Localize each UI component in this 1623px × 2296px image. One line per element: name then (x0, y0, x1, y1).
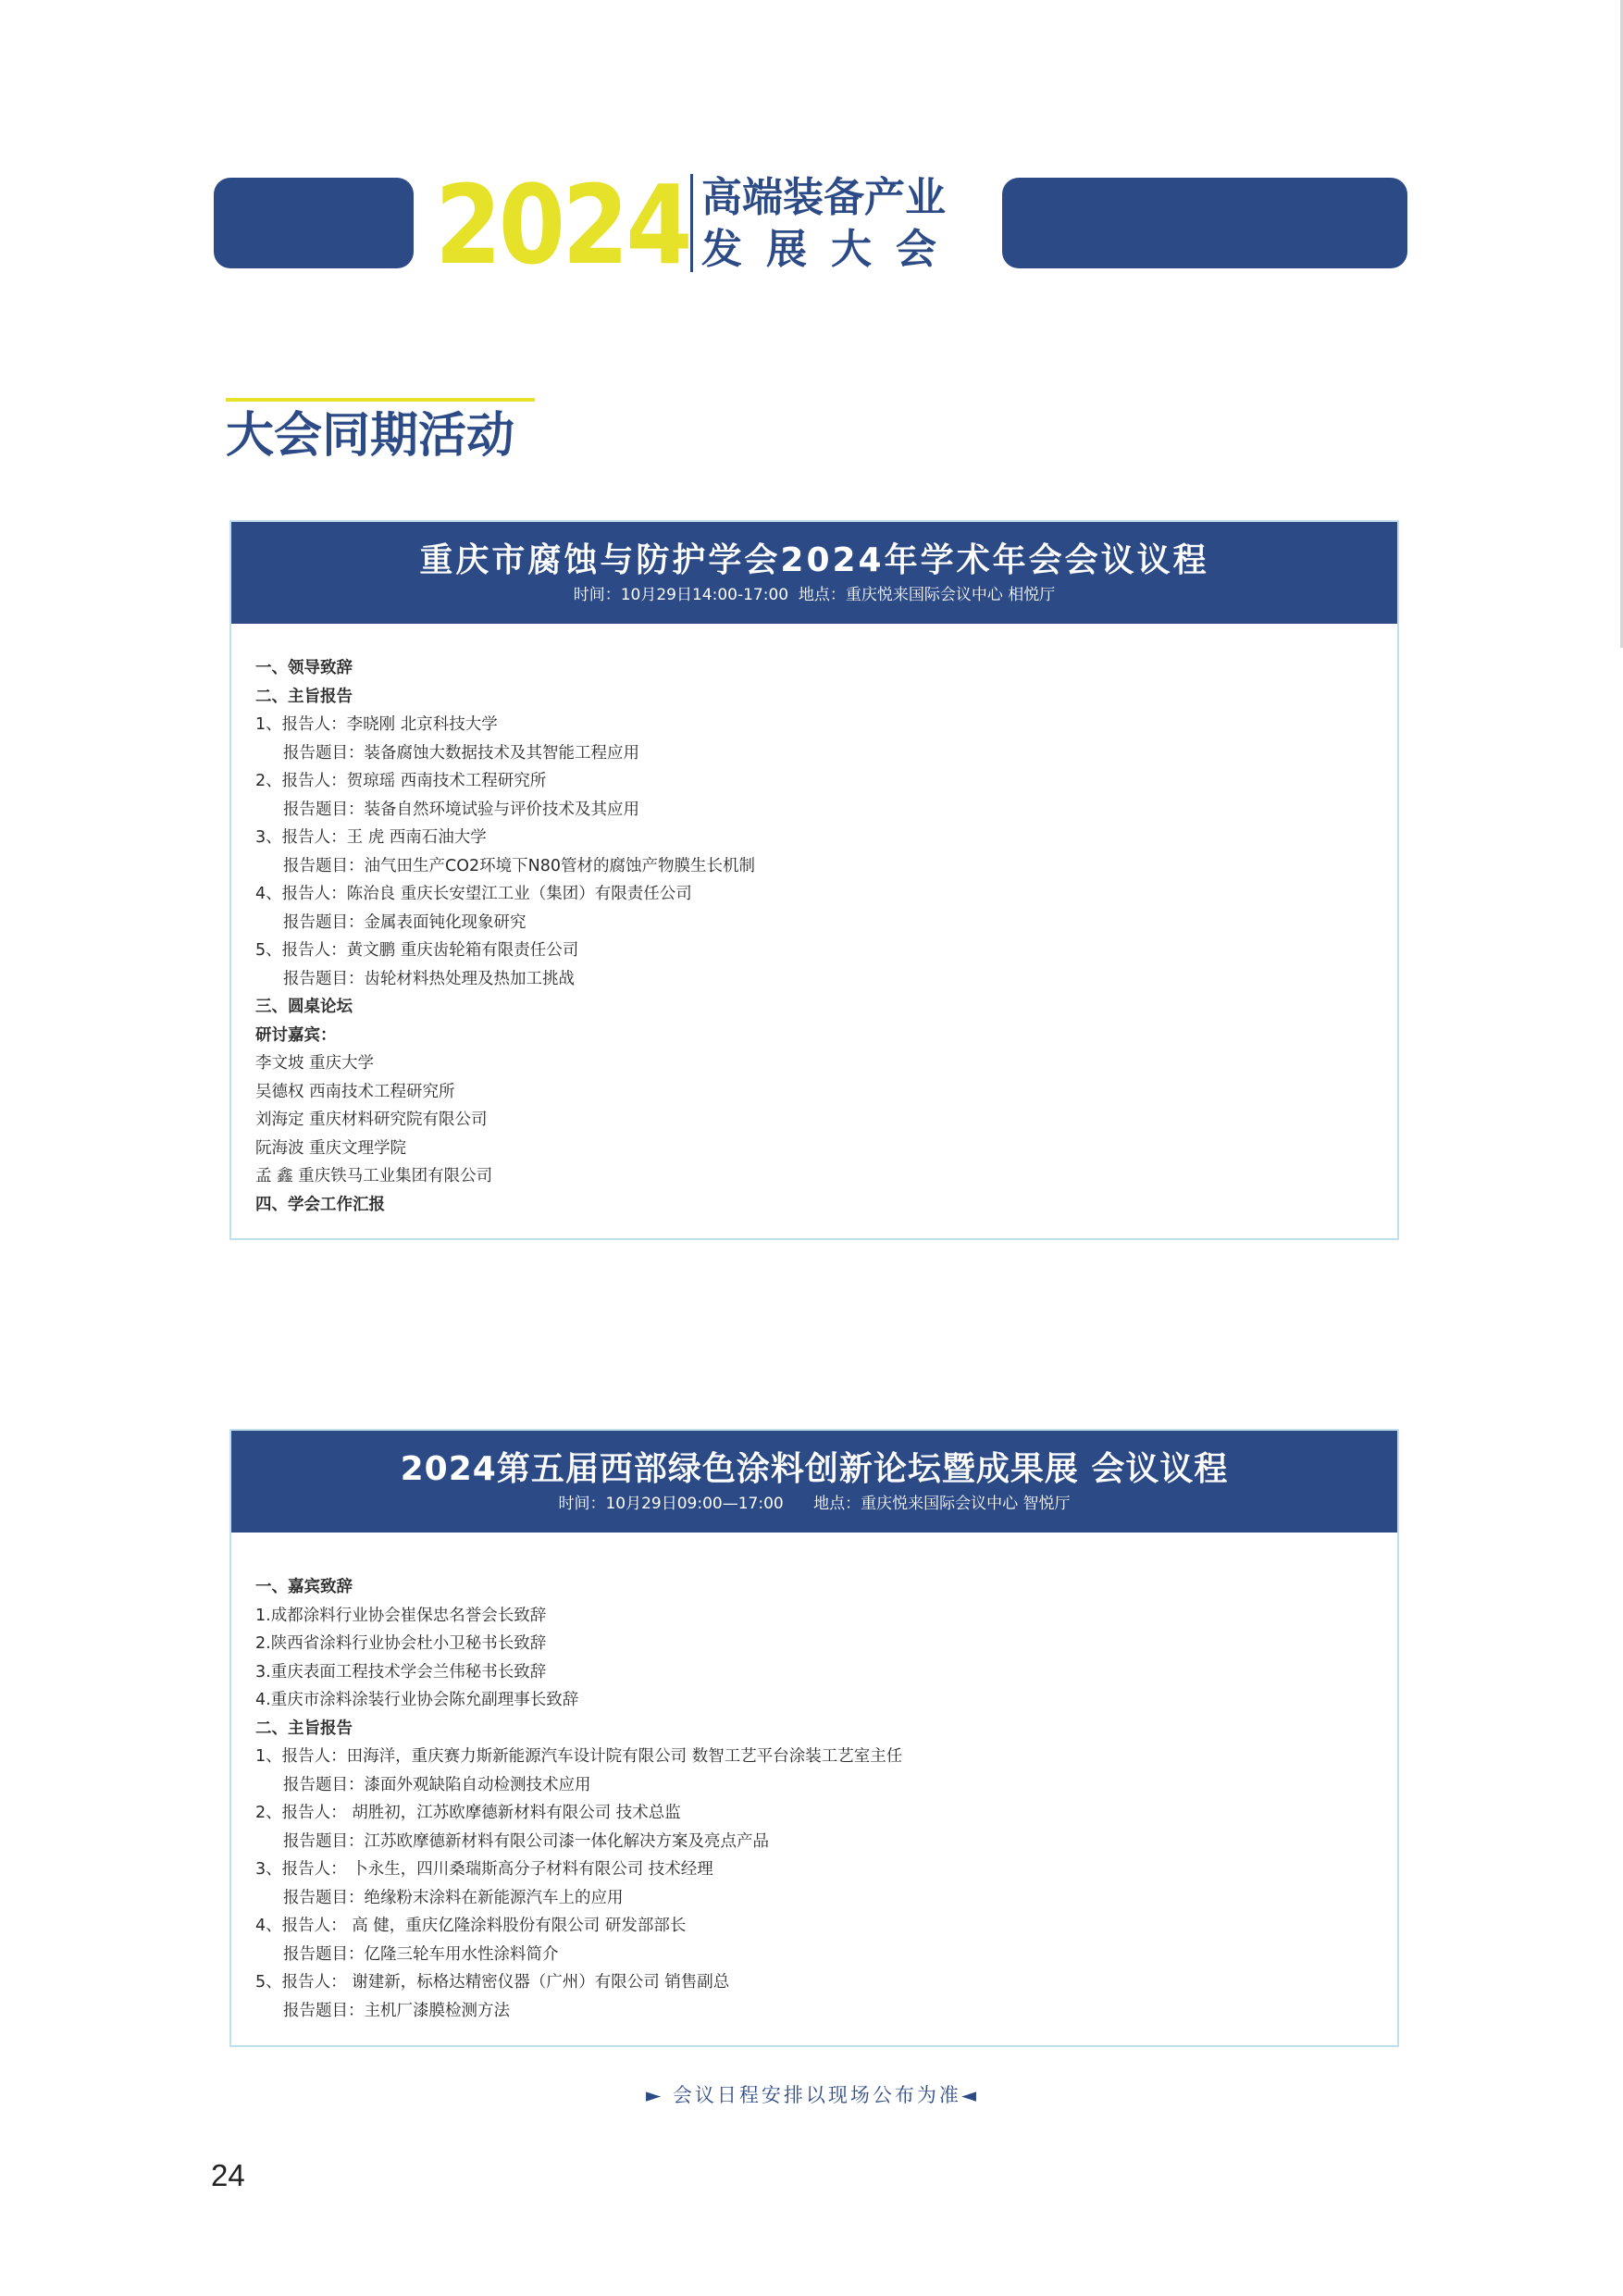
header-year: 2024 (435, 161, 689, 289)
agenda-line: 2、报告人：贺琼瑶 西南技术工程研究所 (255, 772, 547, 790)
agenda-line: 2.陕西省涂料行业协会杜小卫秘书长致辞 (255, 1634, 547, 1653)
agenda-line: 报告题目：金属表面钝化现象研究 (283, 912, 527, 932)
panel-body (231, 1533, 1397, 2025)
agenda-line: 2、报告人： 胡胜初，江苏欧摩德新材料有限公司 技术总监 (255, 1804, 681, 1822)
agenda-line: 报告题目：装备自然环境试验与评价技术及其应用 (283, 800, 639, 819)
agenda-line: 吴德权 西南技术工程研究所 (255, 1082, 455, 1101)
agenda-line: 报告题目：亿隆三轮车用水性涂料简介 (283, 1944, 559, 1964)
agenda-line: 5、报告人： 谢建新，标格达精密仪器（广州）有限公司 销售副总 (255, 1973, 730, 1992)
panel-title: 2024第五届西部绿色涂料创新论坛暨成果展 会议议程 (400, 1450, 1229, 1488)
agenda-line: 二、主旨报告 (255, 687, 353, 706)
header-bar-left (214, 178, 414, 268)
panel-header (231, 522, 1397, 624)
agenda-line: 3、报告人：王 虎 西南石油大学 (255, 828, 487, 847)
agenda-line: 3.重庆表面工程技术学会兰伟秘书长致辞 (255, 1662, 547, 1682)
agenda-line: 一、嘉宾致辞 (255, 1578, 353, 1596)
agenda-line: 报告题目：漆面外观缺陷自动检测技术应用 (283, 1775, 591, 1794)
agenda-line: 孟 鑫 重庆铁马工业集团有限公司 (255, 1167, 493, 1185)
agenda-line: 报告题目：江苏欧摩德新材料有限公司漆一体化解决方案及亮点产品 (283, 1831, 769, 1851)
agenda-line: 研讨嘉宾： (255, 1025, 337, 1045)
header-title-line1: 高端装备产业 (701, 174, 946, 221)
footer-note: ► 会议日程安排以现场公布为准◄ (646, 2084, 979, 2106)
section-title: 大会同期活动 (226, 408, 515, 464)
agenda-line: 4.重庆市涂料涂装行业协会陈允副理事长致辞 (255, 1691, 579, 1709)
agenda-panel-corrosion (229, 520, 1399, 1240)
agenda-line: 4、报告人： 高 健，重庆亿隆涂料股份有限公司 研发部部长 (255, 1917, 687, 1935)
agenda-line: 报告题目：主机厂漆膜检测方法 (283, 2001, 510, 2020)
agenda-line: 刘海定 重庆材料研究院有限公司 (255, 1111, 488, 1129)
header-bar-right (1002, 178, 1407, 268)
agenda-line: 5、报告人：黄文鹏 重庆齿轮箱有限责任公司 (255, 941, 579, 960)
agenda-line: 报告题目：油气田生产CO2环境下N80管材的腐蚀产物膜生长机制 (283, 856, 755, 875)
panel-meta: 时间：10月29日14:00-17:00 地点：重庆悦来国际会议中心 相悦厅 (573, 586, 1056, 604)
agenda-line: 李文坡 重庆大学 (255, 1054, 375, 1073)
header-title-line2: 发展大会 (701, 226, 960, 273)
agenda-line: 三、圆桌论坛 (255, 998, 353, 1016)
panel-header (231, 1431, 1397, 1533)
section-title-rule (226, 398, 535, 402)
agenda-line: 阮海波 重庆文理学院 (255, 1138, 407, 1158)
agenda-line: 4、报告人：陈治良 重庆长安望江工业（集团）有限责任公司 (255, 885, 692, 903)
agenda-line: 1、报告人：李晓刚 北京科技大学 (255, 715, 498, 734)
agenda-line: 1.成都涂料行业协会崔保忠名誉会长致辞 (255, 1606, 547, 1625)
agenda-line: 一、领导致辞 (255, 659, 353, 677)
agenda-line: 二、主旨报告 (255, 1719, 353, 1738)
agenda-line: 报告题目：齿轮材料热处理及热加工挑战 (283, 969, 575, 988)
panel-body (231, 624, 1397, 1219)
header-divider (690, 174, 693, 272)
agenda-line: 报告题目：绝缘粉末涂料在新能源汽车上的应用 (283, 1888, 624, 1907)
panel-title: 重庆市腐蚀与防护学会2024年学术年会会议议程 (419, 541, 1209, 579)
agenda-panel-coatings (229, 1429, 1399, 2047)
agenda-line: 3、报告人： 卜永生，四川桑瑞斯高分子材料有限公司 技术经理 (255, 1860, 713, 1879)
agenda-line: 报告题目：装备腐蚀大数据技术及其智能工程应用 (283, 743, 639, 763)
panel-meta: 时间：10月29日09:00—17:00 地点：重庆悦来国际会议中心 智悦厅 (558, 1495, 1071, 1513)
agenda-line: 1、报告人：田海洋，重庆赛力斯新能源汽车设计院有限公司 数智工艺平台涂装工艺室主任 (255, 1747, 903, 1766)
agenda-line: 四、学会工作汇报 (255, 1195, 385, 1214)
page-number: 24 (211, 2158, 245, 2192)
